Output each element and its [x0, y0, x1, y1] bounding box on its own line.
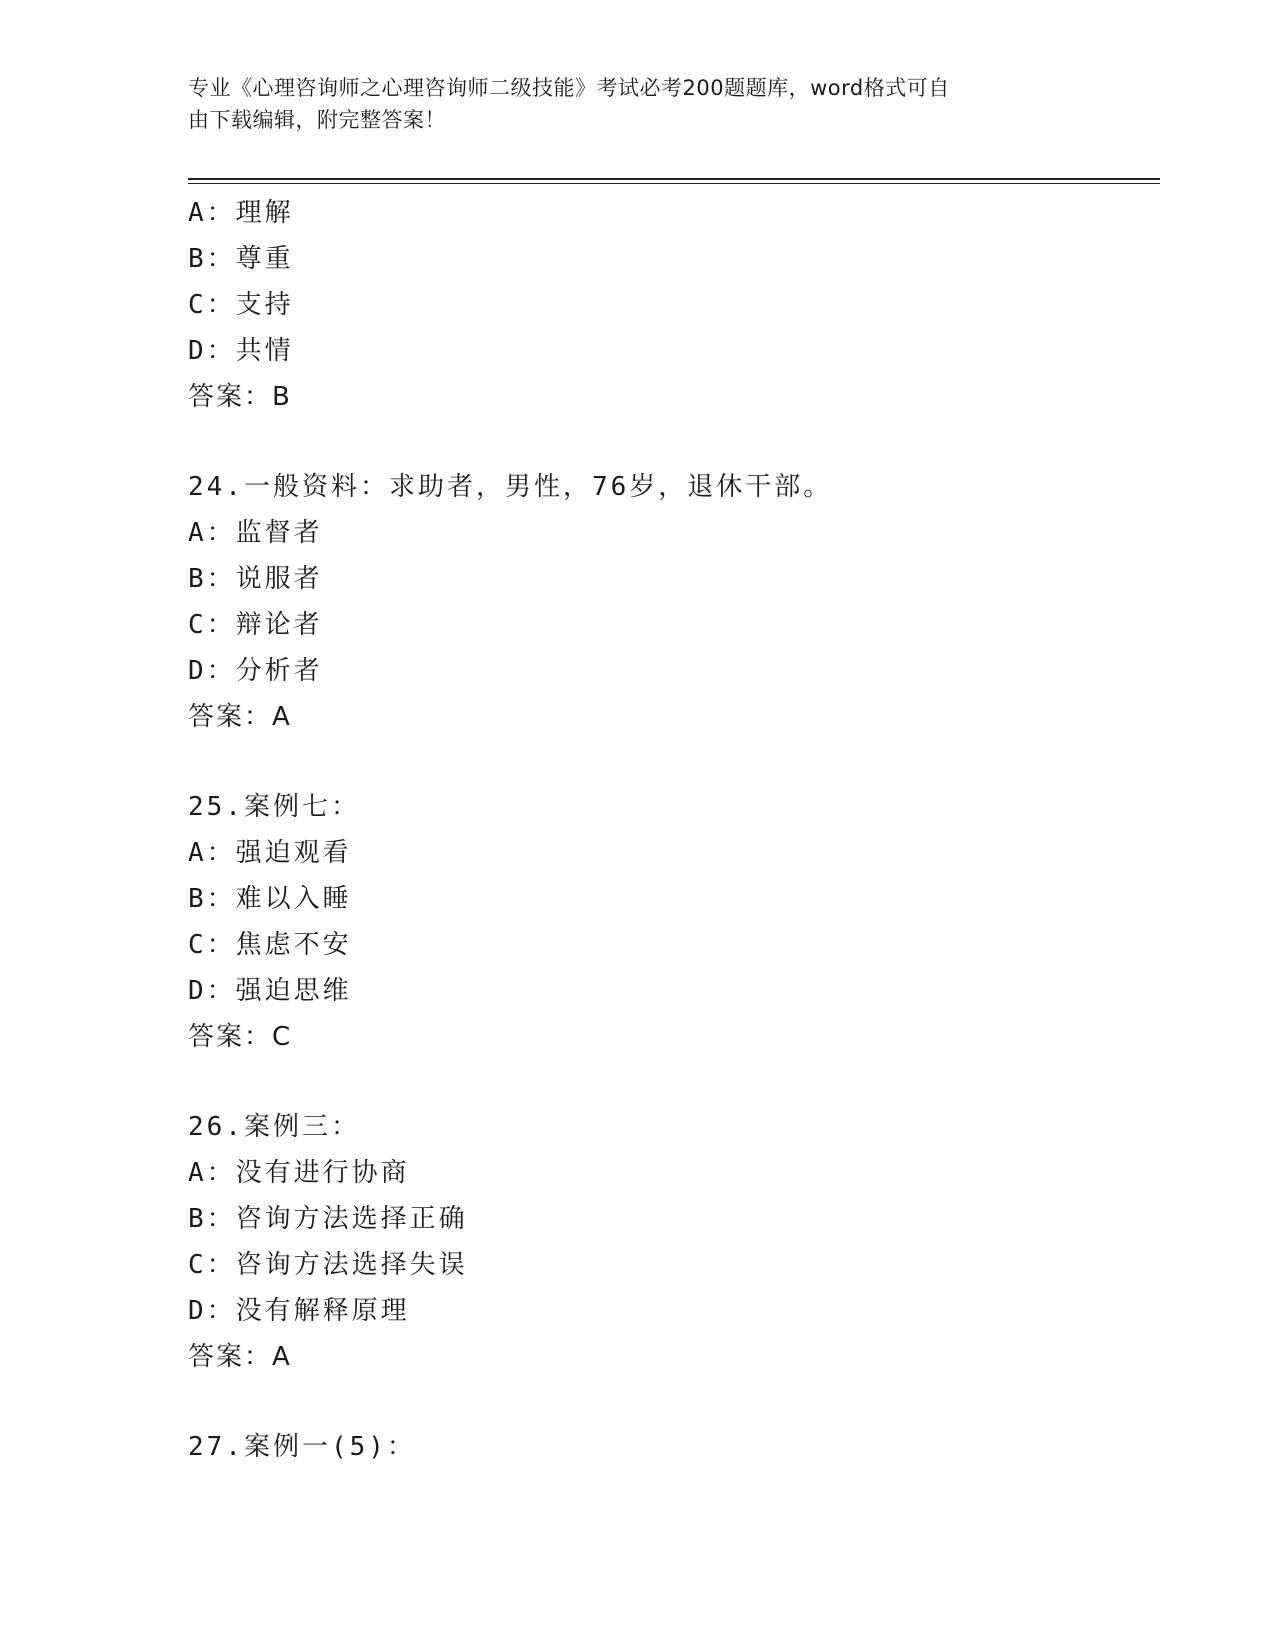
option-c: C：咨询方法选择失误 — [188, 1250, 468, 1280]
question-list — [188, 190, 1148, 1470]
question-block-26 — [188, 1104, 1148, 1380]
option-b: B：说服者 — [188, 564, 323, 594]
answer-line: 答案：C — [188, 1022, 293, 1052]
question-block-23 — [188, 190, 1148, 420]
option-b: B：咨询方法选择正确 — [188, 1204, 468, 1234]
question-block-25 — [188, 784, 1148, 1060]
option-b: B：难以入睡 — [188, 884, 352, 914]
option-b: B：尊重 — [188, 244, 294, 274]
header-divider-thick — [188, 178, 1160, 180]
question-stem: 26.案例三： — [188, 1112, 360, 1142]
option-a: A：理解 — [188, 198, 294, 228]
option-a: A：强迫观看 — [188, 838, 352, 868]
answer-line: 答案：A — [188, 702, 292, 732]
answer-line: 答案：B — [188, 382, 292, 412]
question-block-24 — [188, 464, 1148, 740]
document-header — [188, 72, 1068, 136]
header-divider-thin — [188, 183, 1160, 184]
option-d: D：分析者 — [188, 656, 323, 686]
option-a: A：没有进行协商 — [188, 1158, 410, 1188]
option-d: D：共情 — [188, 336, 294, 366]
question-stem: 24.一般资料：求助者，男性，76岁，退休干部。 — [188, 472, 833, 502]
option-d: D：没有解释原理 — [188, 1296, 410, 1326]
option-c: C：支持 — [188, 290, 294, 320]
answer-line: 答案：A — [188, 1342, 292, 1372]
header-line-1: 专业《心理咨询师之心理咨询师二级技能》考试必考200题题库，word格式可自 — [188, 76, 950, 100]
option-c: C：焦虑不安 — [188, 930, 352, 960]
question-stem: 25.案例七： — [188, 792, 360, 822]
header-line-2: 由下载编辑，附完整答案！ — [188, 108, 446, 132]
option-d: D：强迫思维 — [188, 976, 352, 1006]
option-c: C：辩论者 — [188, 610, 323, 640]
option-a: A：监督者 — [188, 518, 323, 548]
question-block-27 — [188, 1424, 1148, 1470]
question-stem: 27.案例一(5)： — [188, 1432, 416, 1462]
